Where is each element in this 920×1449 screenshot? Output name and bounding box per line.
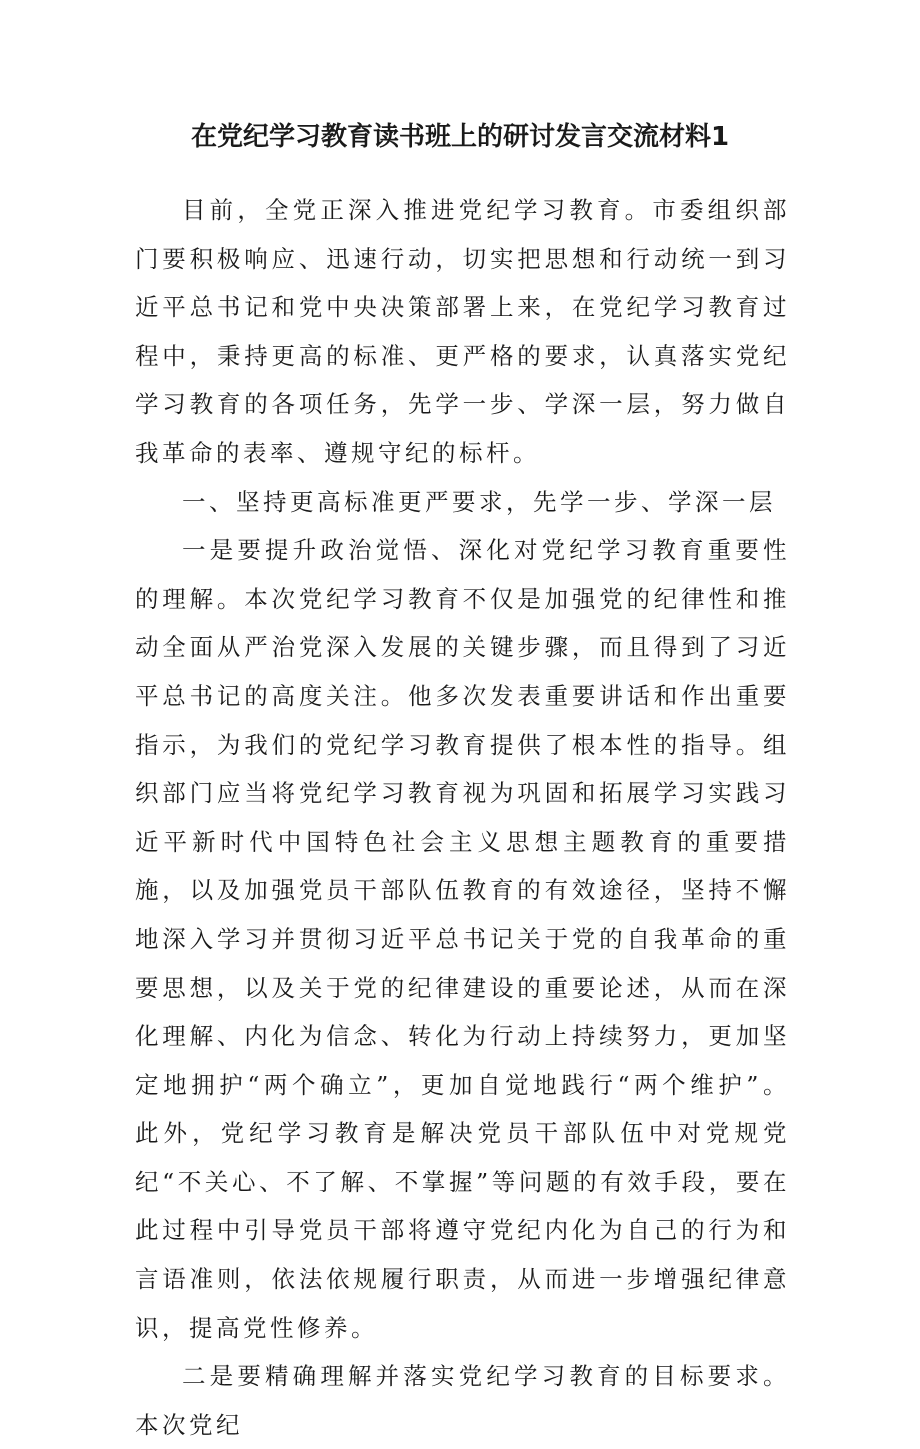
intro-paragraph: 目前，全党正深入推进党纪学习教育。市委组织部门要积极响应、迅速行动，切实把思想和行动统一到习近平总书记和党中央决策部署上来，在党纪学习教育过程中，秉持更高的标准、更严格的要求，认真落实党纪学习教育的各项任务，先学一步、学深一层，努力做自我革命的表率、遵规守纪的标杆。 [135, 196, 790, 467]
point-two-paragraph: 二是要精确理解并落实党纪学习教育的目标要求。本次党纪 [135, 1362, 790, 1439]
document-title: 在党纪学习教育读书班上的研讨发言交流材料1 [190, 122, 730, 152]
point-one-paragraph: 一是要提升政治觉悟、深化对党纪学习教育重要性的理解。本次党纪学习教育不仅是加强党的纪律性和推动全面从严治党深入发展的关键步骤，而且得到了习近平总书记的高度关注。他多次发表重要讲话和作出重要指示，为我们的党纪学习教育提供了根本性的指导。组织部门应当将党纪学习教育视为巩固和拓展学习实践习近平新时代中国特色社会主义思想主题教育的重要措施，以及加强党员干部队伍教育的有效途径，坚持不懈地深入学习并贯彻习近平总书记关于党的自我革命的重要思想，以及关于党的纪律建设的重要论述，从而在深化理解、内化为信念、转化为行动上持续努力，更加坚定地拥护“两个确立”，更加自觉地践行“两个维护”。此外，党纪学习教育是解决党员干部队伍中对党规党纪“不关心、不了解、不掌握”等问题的有效手段，要在此过程中引导党员干部将遵守党纪内化为自己的行为和言语准则，依法依规履行职责，从而进一步增强纪律意识，提高党性修养。 [135, 536, 790, 1342]
section-heading-1: 一、坚持更高标准更严要求，先学一步、学深一层 [182, 487, 776, 516]
document-body [135, 186, 790, 1449]
